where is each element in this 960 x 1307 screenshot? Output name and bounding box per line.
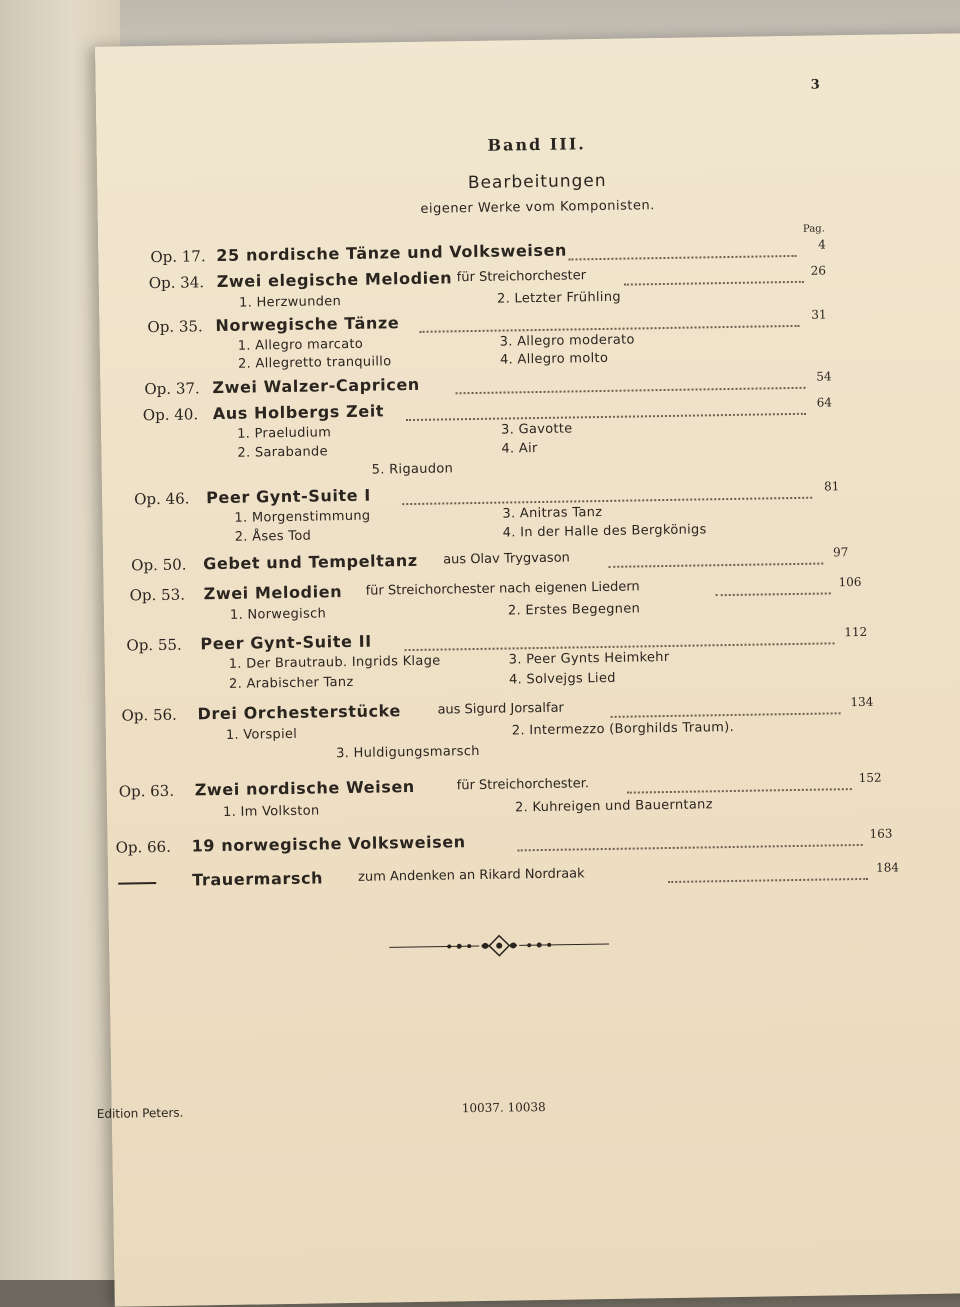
movement: 1. Morgenstimmung (234, 508, 371, 526)
opus-number: Op. 35. (147, 317, 203, 337)
volume-heading: Band III. (487, 134, 586, 155)
dot-leader (608, 547, 823, 568)
section-subtitle: eigener Werke vom Komponisten. (420, 198, 655, 217)
movement: 3. Peer Gynts Heimkehr (508, 649, 670, 668)
section-title: Bearbeitungen (467, 170, 607, 194)
toc-entry (102, 477, 960, 545)
dot-leader (517, 828, 862, 851)
movement: 2. Intermezzo (Borghilds Traum). (511, 719, 735, 739)
movement: 1. Vorspiel (225, 726, 298, 743)
toc-entry (107, 825, 960, 857)
dot-leader (455, 371, 805, 394)
movement: 1. Praeludium (237, 425, 332, 442)
work-note: zum Andenken an Rikard Nordraak (358, 866, 585, 885)
work-title: Norwegische Tänze (215, 313, 400, 336)
dot-leader (715, 576, 830, 596)
work-title: Peer Gynt-Suite I (205, 485, 372, 508)
plate-numbers: 10037. 10038 (461, 1099, 546, 1116)
dot-leader (668, 862, 868, 883)
movement: 5. Rigaudon (371, 461, 454, 478)
page-ref: 54 (816, 369, 832, 384)
opus-number: Op. 55. (126, 635, 182, 655)
dot-leader (406, 397, 806, 421)
opus-number: Op. 50. (131, 555, 187, 575)
opus-number: Op. 17. (150, 247, 206, 267)
publisher-footer: Edition Peters. (96, 1105, 184, 1122)
movement: 1. Norwegisch (229, 606, 327, 623)
opus-number: Op. 63. (118, 781, 175, 801)
movement: 2. Åses Tod (234, 528, 312, 545)
work-title: 25 nordische Tänze und Volksweisen (216, 240, 568, 266)
dot-leader (624, 265, 804, 286)
movement: 1. Der Brautraub. Ingrids Klage (228, 653, 441, 672)
toc-entry (103, 543, 960, 575)
page-ref: 163 (869, 826, 893, 841)
dot-leader (627, 772, 852, 794)
movement: 2. Erstes Begegnen (507, 601, 641, 619)
page-ref: 81 (823, 479, 840, 494)
movement: 2. Sarabande (237, 444, 328, 461)
work-note: für Streichorchester (456, 268, 587, 286)
no-opus-dash (118, 882, 156, 885)
movement: 2. Allegretto tranquillo (237, 354, 392, 372)
opus-number: Op. 53. (129, 585, 186, 605)
page-number: 3 (810, 77, 820, 93)
page-ref: 134 (850, 694, 874, 710)
toc-entry (100, 367, 960, 399)
work-title: Zwei Walzer-Capricen (212, 374, 420, 398)
ornament-divider (389, 929, 609, 962)
page-ref: 184 (875, 860, 900, 875)
work-note: für Streichorchester nach eigenen Liedern (365, 579, 640, 599)
page-ref: 31 (811, 307, 827, 322)
toc-entry (105, 693, 960, 762)
movement: 1. Allegro marcato (237, 336, 364, 354)
movement: 3. Anitras Tanz (502, 505, 603, 522)
movement: 3. Huldigungsmarsch (336, 743, 480, 762)
dot-leader (419, 309, 799, 333)
movement: 2. Arabischer Tanz (228, 674, 354, 692)
movement: 2. Kuhreigen und Bauerntanz (514, 797, 713, 816)
opus-number: Op. 40. (142, 405, 199, 425)
opus-number: Op. 56. (121, 705, 177, 725)
movement: 4. In der Halle des Bergkönigs (502, 522, 707, 541)
movement: 1. Herzwunden (238, 294, 342, 311)
page-ref: 112 (844, 624, 868, 640)
toc-entry (108, 859, 960, 890)
page-ref: 97 (832, 545, 849, 560)
work-title: 19 norwegische Volksweisen (191, 832, 466, 856)
page-ref: 64 (816, 395, 833, 410)
dot-leader (610, 696, 840, 718)
work-note: für Streichorchester. (456, 776, 590, 794)
toc-entry (104, 623, 960, 692)
movement: 3. Allegro moderato (499, 332, 635, 350)
work-title: Aus Holbergs Zeit (212, 401, 385, 424)
opus-number: Op. 46. (134, 489, 190, 509)
work-title: Zwei elegische Melodien (216, 268, 453, 292)
work-title: Drei Orchesterstücke (197, 701, 401, 724)
work-title: Zwei nordische Weisen (194, 776, 415, 800)
movement: 1. Im Volkston (222, 803, 320, 820)
work-note: aus Sigurd Jorsalfar (437, 700, 564, 718)
toc-entry (98, 235, 960, 267)
work-title: Gebet und Tempeltanz (203, 550, 418, 574)
page-ref: 106 (838, 574, 862, 590)
work-note: aus Olav Trygvason (443, 550, 570, 568)
opus-number: Op. 37. (144, 379, 200, 399)
page-ref: 4 (818, 237, 826, 252)
work-title: Peer Gynt-Suite II (200, 631, 372, 654)
dot-leader (402, 481, 812, 505)
movement: 2. Letzter Frühling (496, 289, 621, 307)
toc-entry (107, 769, 960, 820)
dot-leader (404, 626, 834, 651)
work-title: Trauermarsch (192, 868, 324, 890)
movement: 4. Solvejgs Lied (508, 670, 616, 688)
opus-number: Op. 66. (115, 837, 172, 857)
movement: 4. Allegro molto (499, 350, 609, 368)
opus-number: Op. 34. (148, 273, 205, 293)
movement: 4. Air (501, 441, 538, 457)
document-page (95, 33, 960, 1307)
work-title: Zwei Melodien (203, 582, 343, 604)
toc-entry (99, 305, 960, 372)
toc-entry (104, 573, 960, 623)
dot-leader (568, 239, 796, 261)
page-ref: 152 (858, 770, 882, 786)
page-ref: 26 (810, 263, 827, 278)
movement: 3. Gavotte (501, 421, 573, 438)
page-column-label: Pag. (802, 223, 825, 235)
